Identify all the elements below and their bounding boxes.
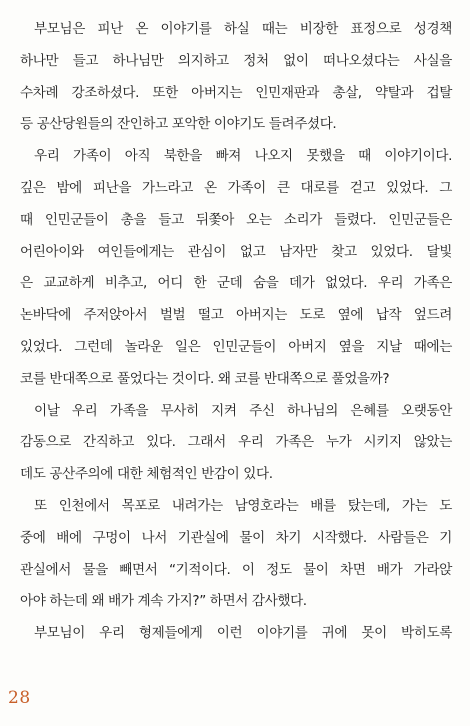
text-line: 부모님은 피난 온 이야기를 하실 때는 비장한 표정으로 성경책 [34,21,452,37]
text-line: 등 공산당원들의 잔인하고 포악한 이야기도 들려주셨다. [20,116,337,133]
text-line: 또 인천에서 목포로 내려가는 남영호라는 배를 탔는데, 가는 도 [34,497,452,514]
text-line: 중에 배에 구멍이 나서 기관실에 물이 차기 시작했다. 사람들은 기 [20,529,452,546]
text-line: 데도 공산주의에 대한 체험적인 반감이 있다. [20,466,273,483]
text-line: 하나만 들고 하나님만 의지하고 정처 없이 떠나오셨다는 사실을 [20,52,452,69]
text-line: 있었다. 그런데 놀라운 일은 인민군들이 아버지 옆을 지날 때에는 [20,338,452,355]
text-line: 깊은 밤에 피난을 가느라고 온 가족이 큰 대로를 걷고 있었다. 그 [20,179,452,196]
text-line: 부모님이 우리 형제들에게 이런 이야기를 귀에 못이 박히도록 [34,625,452,642]
text-line: 감동으로 간직하고 있다. 그래서 우리 가족은 누가 시키지 않았는 [20,434,452,451]
text-line: 관실에서 물을 빼면서 “기적이다. 이 정도 물이 차면 배가 가라앉 [20,561,452,578]
page-number: 28 [8,688,31,708]
text-line: 은 교교하게 비추고, 어디 한 군데 숨을 데가 없었다. 우리 가족은 [20,275,452,292]
text-line: 때 인민군들이 총을 들고 뒤쫓아 오는 소리가 들렸다. 인민군들은 [20,211,452,228]
text-line: 논바닥에 주저앉아서 벌벌 떨고 아버지는 도로 옆에 납작 엎드려 [20,307,452,324]
text-line: 우리 가족이 아직 북한을 빠져 나오지 못했을 때 이야기이다. [34,148,452,165]
text-line: 코를 반대쪽으로 풀었다는 것이다. 왜 코를 반대쪽으로 풀었을까? [20,370,390,387]
text-line: 아야 하는데 왜 배가 계속 가지?” 하면서 감사했다. [20,593,307,610]
text-line: 어린아이와 여인들에게는 관심이 없고 남자만 찾고 있었다. 달빛 [20,243,452,260]
text-line: 수차례 강조하셨다. 또한 아버지는 인민재판과 총살, 약탈과 겁탈 [20,84,452,101]
text-line: 이날 우리 가족을 무사히 지켜 주신 하나님의 은혜를 오랫동안 [34,402,452,419]
body-text [20,14,452,650]
